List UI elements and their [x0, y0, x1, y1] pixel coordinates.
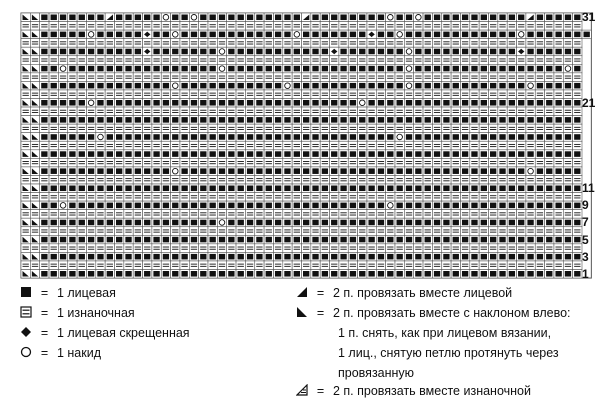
legend-ssk-line2 [338, 324, 551, 342]
row-number-label: 3 [582, 249, 589, 264]
row-number-label: 21 [582, 95, 596, 110]
legend-ssk-line4 [338, 364, 414, 382]
legend-k2tog-text: 2 п. провязать вместе лицевой [332, 286, 513, 300]
row-number-label: 11 [582, 181, 595, 196]
row-number-label: 31 [582, 10, 596, 25]
legend-k2tog [296, 284, 512, 302]
legend-twisted [20, 324, 190, 342]
row-number-label: 9 [582, 198, 589, 213]
twisted-knit-diamond-icon [20, 326, 32, 338]
knit-square-icon [20, 286, 32, 298]
p2tog-icon [296, 384, 308, 396]
legend-knit [20, 284, 116, 302]
row-number-label: 7 [582, 215, 589, 230]
legend-p2tog-text: 2 п. провязать вместе изнаночной [332, 384, 531, 398]
legend-ssk-text-2: 1 п. снять, как при лицевом вязании, [338, 326, 552, 340]
legend-yarnover [20, 344, 101, 362]
legend-ssk-text-3: 1 лиц., снятую петлю протянуть через [338, 346, 559, 360]
legend-ssk-text-4: провязанную [338, 366, 415, 380]
row-number-label: 1 [582, 266, 589, 281]
legend-eq: = [40, 306, 49, 320]
legend-eq: = [316, 384, 325, 398]
legend-purl [20, 304, 135, 322]
legend-eq: = [40, 326, 49, 340]
legend-ssk-line3 [338, 344, 559, 362]
row-number-label: 5 [582, 232, 589, 247]
legend-ssk [296, 304, 571, 322]
k2tog-right-icon [296, 286, 308, 298]
legend-eq: = [40, 346, 49, 360]
legend-ssk-text-1: 2 п. провязать вместе с наклоном влево: [332, 306, 571, 320]
legend-eq: = [40, 286, 49, 300]
legend-eq: = [316, 286, 325, 300]
legend-twisted-text: 1 лицевая скрещенная [56, 326, 190, 340]
purl-bar-icon [20, 306, 32, 318]
legend-yarnover-text: 1 накид [56, 346, 101, 360]
legend-knit-text: 1 лицевая [56, 286, 116, 300]
legend-p2tog [296, 382, 531, 400]
legend-eq: = [316, 306, 325, 320]
legend-purl-text: 1 изнаночная [56, 306, 135, 320]
ssk-left-icon [296, 306, 308, 318]
yarn-over-circle-icon [20, 346, 32, 358]
